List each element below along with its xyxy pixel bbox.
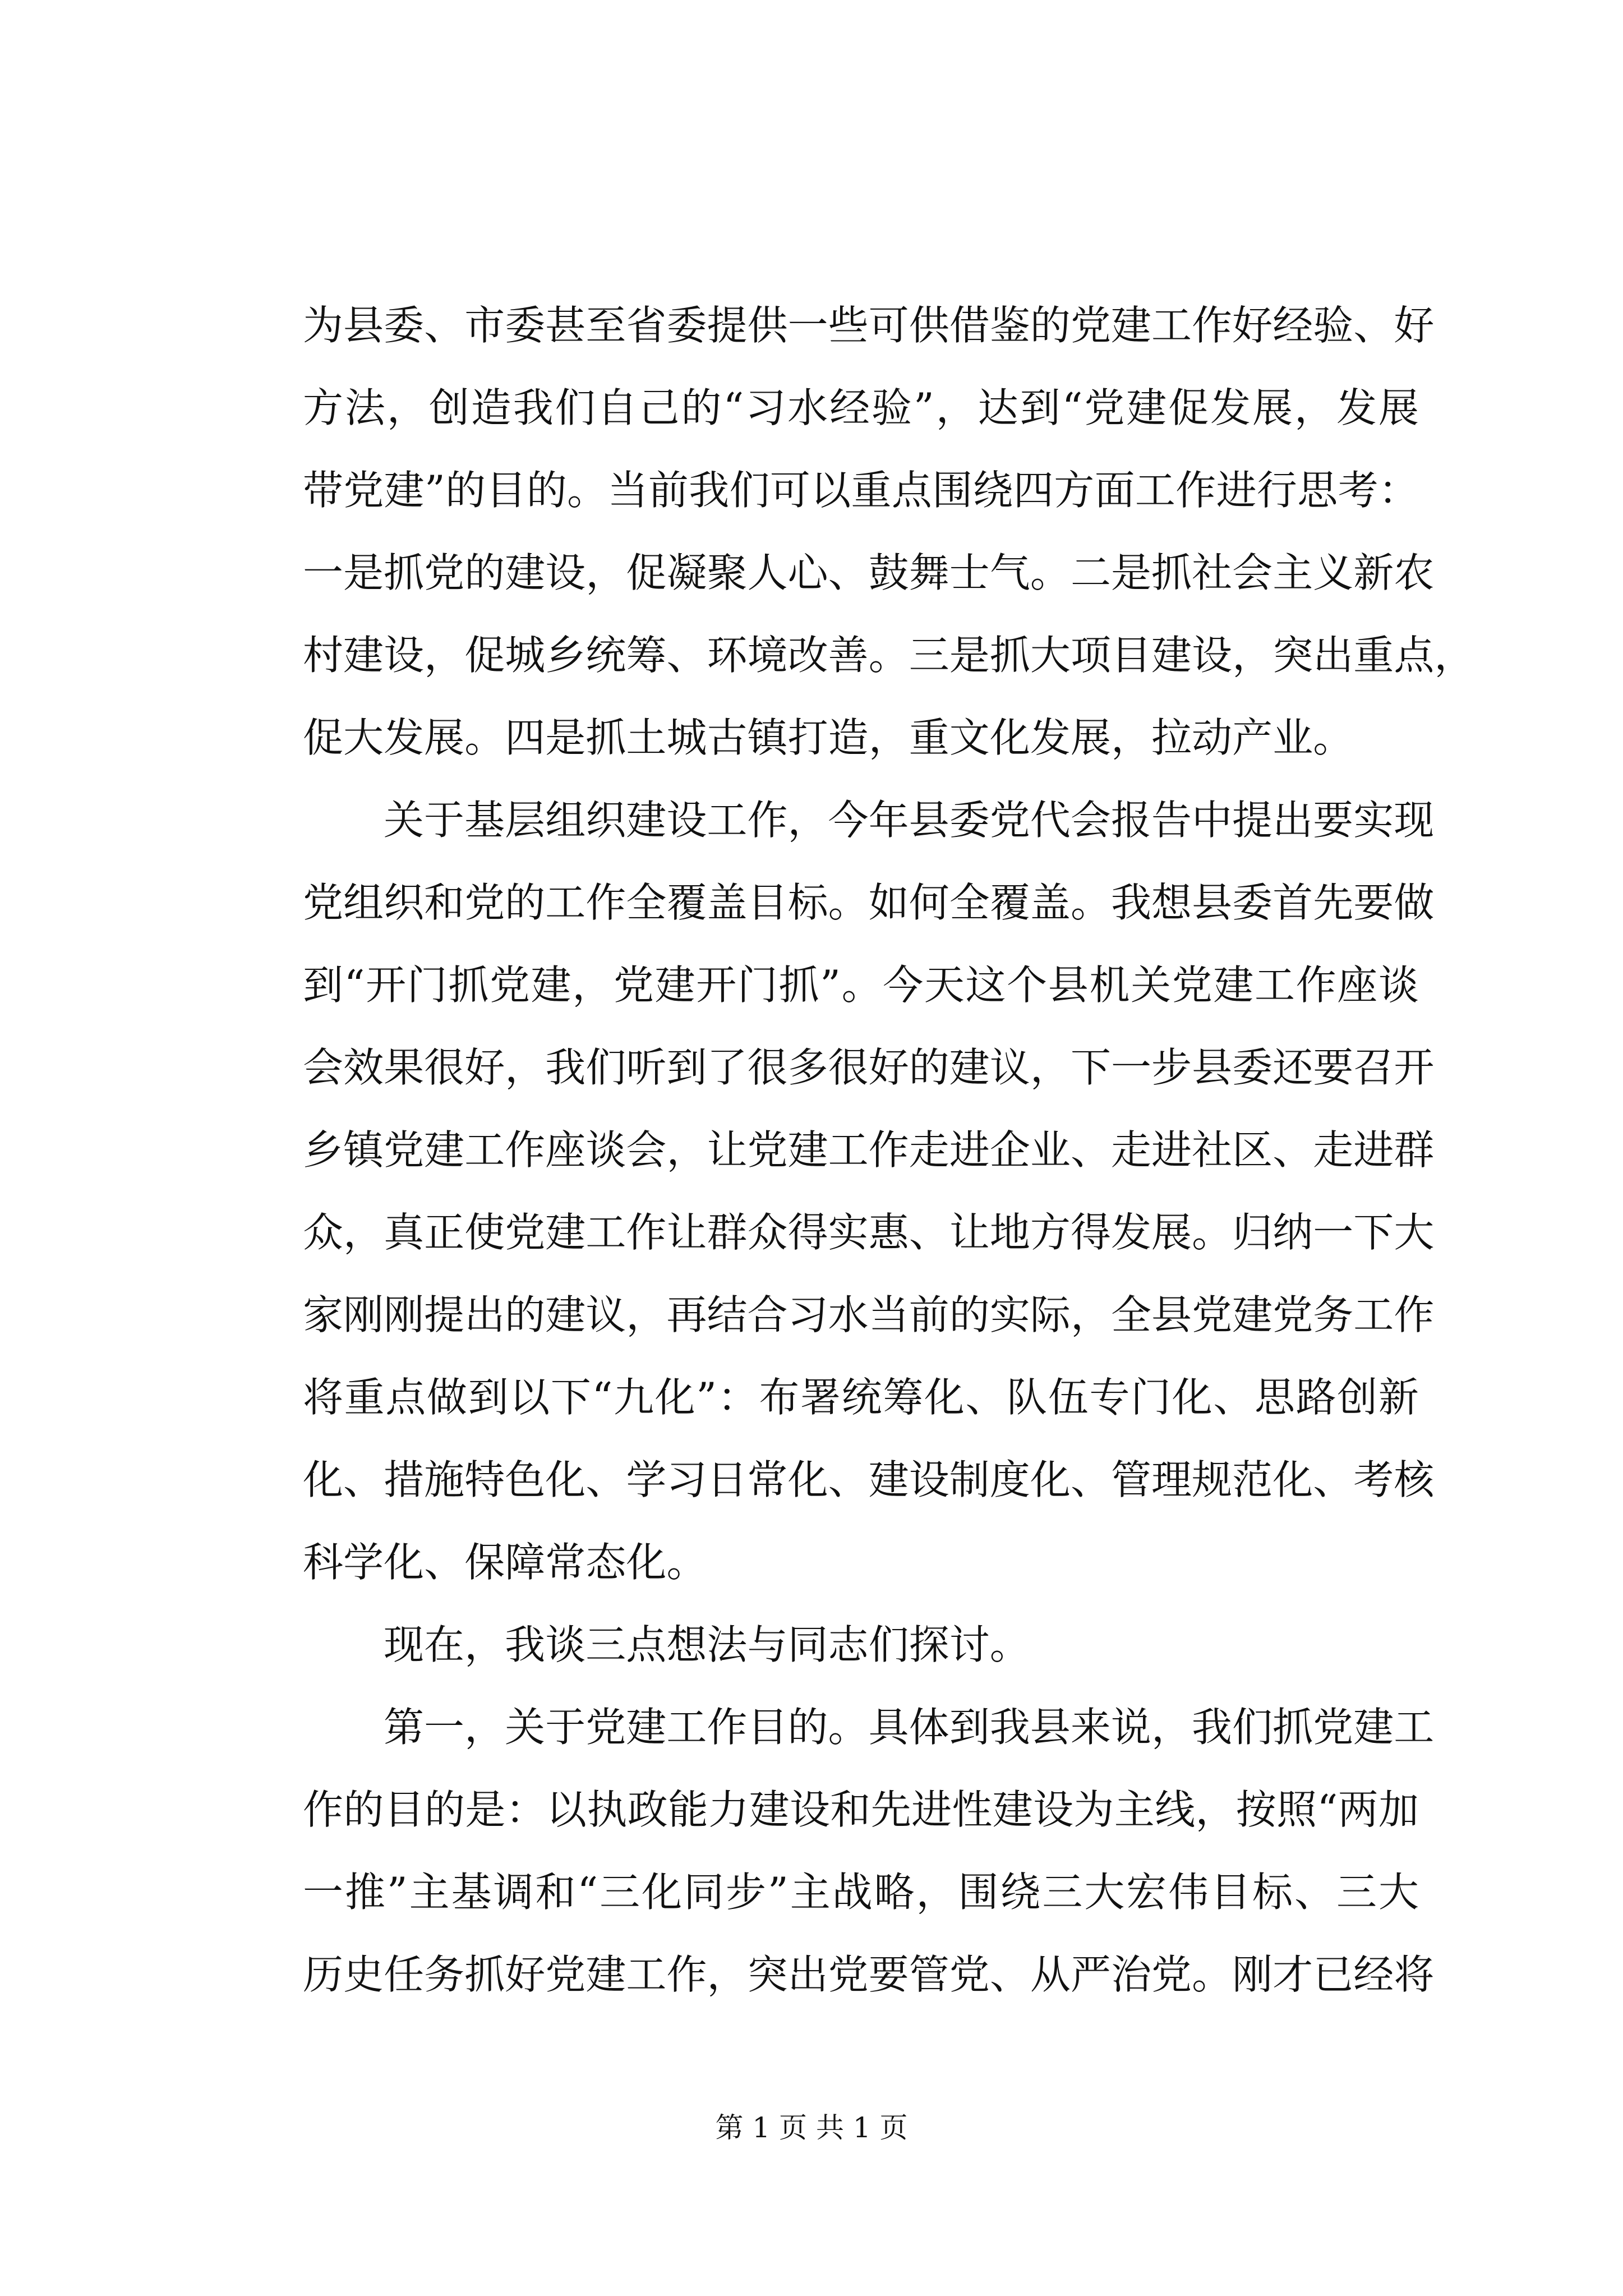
text-line: 一推”主基调和“三化同步”主战略，围绕三大宏伟目标、三大	[303, 1869, 1419, 1916]
text-line: 到“开门抓党建，党建开门抓”。今天这个县机关党建工作座谈	[303, 961, 1419, 1009]
text-line: 科学化、保障常态化。	[303, 1539, 707, 1586]
text-line: 乡镇党建工作座谈会，让党建工作走进企业、走进社区、走进群	[303, 1126, 1435, 1174]
paragraph-first-line: 现在，我谈三点想法与同志们探讨。	[384, 1621, 1030, 1668]
page-number-footer: 第 1 页 共 1 页	[715, 2111, 908, 2144]
text-line: 家刚刚提出的建议，再结合习水当前的实际，全县党建党务工作	[303, 1291, 1435, 1338]
paragraph-first-line: 关于基层组织建设工作，今年县委党代会报告中提出要实现	[384, 797, 1435, 844]
text-line: 作的目的是：以执政能力建设和先进性建设为主线，按照“两加	[303, 1786, 1419, 1833]
paragraph-first-line: 第一，关于党建工作目的。具体到我县来说，我们抓党建工	[384, 1704, 1435, 1751]
text-line: 为县委、市委甚至省委提供一些可供借鉴的党建工作好经验、好	[303, 302, 1435, 349]
text-line: 历史任务抓好党建工作，突出党要管党、从严治党。刚才已经将	[303, 1951, 1435, 1998]
text-line: 方法，创造我们自己的“习水经验”，达到“党建促发展，发展	[303, 384, 1419, 431]
text-line: 化、措施特色化、学习日常化、建设制度化、管理规范化、考核	[303, 1456, 1435, 1503]
text-line: 众，真正使党建工作让群众得实惠、让地方得发展。归纳一下大	[303, 1209, 1435, 1256]
text-line: 将重点做到以下“九化”：布署统筹化、队伍专门化、思路创新	[303, 1374, 1419, 1421]
text-line: 带党建”的目的。当前我们可以重点围绕四方面工作进行思考：	[303, 467, 1419, 514]
text-line: 一是抓党的建设，促凝聚人心、鼓舞士气。二是抓社会主义新农	[303, 549, 1435, 596]
text-line: 党组织和党的工作全覆盖目标。如何全覆盖。我想县委首先要做	[303, 879, 1435, 926]
text-line: 会效果很好，我们听到了很多很好的建议，下一步县委还要召开	[303, 1044, 1435, 1091]
text-line: 促大发展。四是抓土城古镇打造，重文化发展，拉动产业。	[303, 714, 1354, 761]
text-line: 村建设，促城乡统筹、环境改善。三是抓大项目建设，突出重点，	[303, 632, 1475, 679]
